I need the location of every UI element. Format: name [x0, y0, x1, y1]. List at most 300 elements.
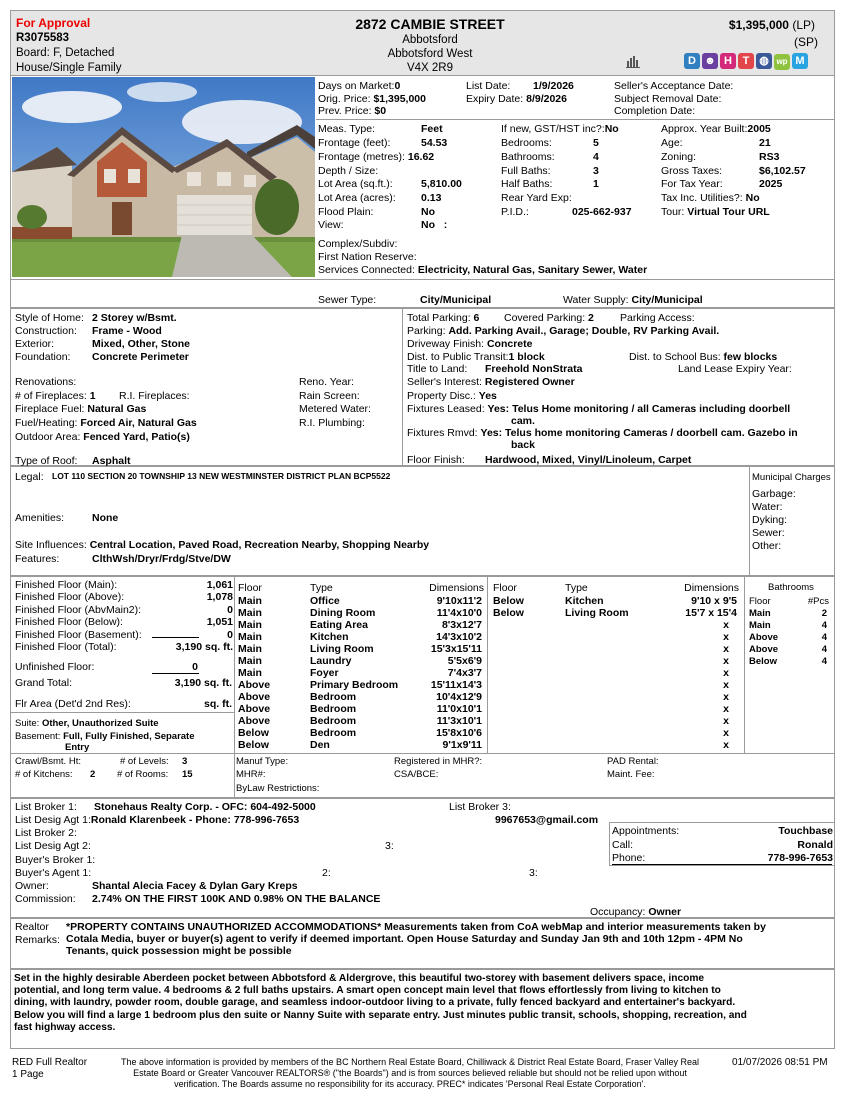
fixtures-removed: Fixtures Rmvd: Yes: Telus home monitoring Cameras / doorbell cam. Gazebo in [407, 427, 798, 439]
room-type: Eating Area [310, 619, 368, 631]
room-dimensions: 11'3x10'1 [436, 715, 482, 727]
bylaw-restrictions: ByLaw Restrictions: [236, 783, 320, 794]
room-dimensions: 7'4x3'7 [447, 667, 482, 679]
finished-floor-row [15, 579, 233, 591]
bathrooms: Bathrooms: 4 [501, 151, 599, 163]
room-floor: Main [238, 667, 262, 679]
room-type [565, 667, 675, 679]
room-row [238, 691, 484, 703]
fireplace-fuel: Fireplace Fuel: Natural Gas [15, 403, 147, 415]
bath-floor: Main [749, 608, 771, 619]
gst-included: If new, GST/HST inc?:No [501, 123, 619, 135]
room-floor [493, 727, 565, 739]
room-type [565, 643, 675, 655]
sold-price-label: (SP) [794, 35, 818, 49]
title-to-land: Title to Land: Freehold NonStrata [407, 363, 583, 375]
t-icon[interactable]: T [738, 53, 754, 69]
disclaimer-line-2: Estate Board or Greater Vancouver REALTORS® ("the Boards") and is from sources believed reliable but should not be relied upon without [133, 1068, 687, 1078]
renovations: Renovations: [15, 376, 77, 388]
property-disclosure: Property Disc.: Yes [407, 390, 497, 402]
room-row [238, 679, 484, 691]
room-type: Den [310, 739, 330, 751]
floor-finish: Floor Finish: Hardwood, Mixed, Vinyl/Linoleum, Carpet [407, 454, 692, 466]
room-type [565, 703, 675, 715]
room-type [565, 715, 675, 727]
divider [234, 753, 235, 798]
room-dimensions: 9'10x11'2 [436, 595, 482, 607]
agent-email[interactable]: 9967653@gmail.com [495, 814, 599, 826]
room-dimensions: 11'4x10'0 [436, 607, 482, 619]
room-row [238, 727, 484, 739]
area-name: Abbotsford West [387, 48, 473, 60]
depth-size: Depth / Size: [318, 165, 379, 177]
globe-icon[interactable]: ◍ [756, 53, 772, 69]
room-row [493, 703, 739, 715]
room-type: Office [310, 595, 340, 607]
csa-bce: CSA/BCE: [394, 769, 439, 780]
public-remarks-line: fast highway access. [14, 1021, 116, 1033]
divider [749, 466, 750, 576]
seller-acceptance-date: Seller's Acceptance Date: [614, 80, 734, 92]
postal-code: V4X 2R9 [406, 62, 454, 74]
room-row [493, 655, 739, 667]
first-nation-reserve: First Nation Reserve: [318, 251, 417, 263]
call-value: Ronald [797, 839, 833, 851]
room-row [493, 679, 739, 691]
print-datetime: 01/07/2026 08:51 PM [732, 1057, 828, 1068]
bath-floor: Above [749, 632, 779, 643]
room-type [565, 655, 675, 667]
bedrooms: Bedrooms: 5 [501, 137, 599, 149]
land-lease-expiry: Land Lease Expiry Year: [678, 363, 792, 375]
divider [10, 753, 835, 754]
room-dimensions: 5'5x6'9 [447, 655, 482, 667]
divider [316, 119, 835, 120]
room-floor: Main [238, 631, 262, 643]
divider [402, 308, 403, 466]
room-row [238, 595, 484, 607]
room-row [238, 739, 484, 751]
address: 2872 CAMBIE STREET [355, 16, 505, 32]
room-type: Primary Bedroom [310, 679, 399, 691]
municipal-charge-item: Other: [752, 540, 782, 552]
finished-floor-value: 0 [227, 603, 233, 616]
finished-floor-value: 1,078 [206, 591, 233, 604]
bathroom-row [749, 620, 829, 632]
finished-floor-row [15, 641, 233, 653]
services-connected: Services Connected: Electricity, Natural Gas, Sanitary Sewer, Water [318, 264, 648, 276]
fireplaces: # of Fireplaces: 1 [15, 390, 96, 402]
bath-pcs: 4 [821, 632, 827, 643]
room-type [565, 679, 675, 691]
bathroom-row [749, 656, 829, 668]
bathrooms-header [749, 596, 829, 608]
list-desig-agent-1: List Desig Agt 1:Ronald Klarenbeek - Phone: 778-996-7653 [15, 814, 300, 826]
finished-floor-label: Finished Floor (Basement): [15, 628, 142, 641]
fixtures-leased-cont: cam. [511, 415, 535, 427]
municipal-charges-title: Municipal Charges [752, 472, 831, 483]
room-floor: Below [238, 727, 269, 739]
room-row [238, 607, 484, 619]
frontage-feet: Frontage (feet): 54.53 [318, 137, 448, 149]
list-broker-1: List Broker 1: Stonehaus Realty Corp. - OFC: 604-492-5000 [15, 801, 316, 813]
room-type: Kitchen [310, 631, 349, 643]
unfinished-floor: Unfinished Floor: [15, 661, 95, 673]
features-list: Features: ClthWsh/Dryr/Frdg/Stve/DW [15, 553, 231, 565]
half-baths: Half Baths: 1 [501, 178, 599, 190]
complex-subdiv: Complex/Subdiv: [318, 238, 398, 250]
reno-year: Reno. Year: [299, 376, 354, 388]
finished-floor-row [15, 591, 233, 603]
finished-floor-label: Finished Floor (AbvMain2): [15, 603, 142, 616]
frontage-metres: Frontage (metres): 16.62 [318, 151, 435, 163]
mhr-number: MHR#: [236, 769, 266, 780]
room-row [493, 691, 739, 703]
meas-type: Meas. Type: Feet [318, 123, 443, 135]
room-floor [493, 667, 565, 679]
media-icon-bar [684, 53, 810, 70]
room-row [493, 607, 739, 619]
finished-floor-value: 1,051 [206, 616, 233, 629]
finished-floor-label: Finished Floor (Above): [15, 591, 125, 604]
room-floor: Main [238, 619, 262, 631]
room-floor: Above [238, 691, 271, 703]
outdoor-area: Outdoor Area: Fenced Yard, Patio(s) [15, 431, 190, 443]
ri-plumbing: R.I. Plumbing: [299, 417, 365, 429]
realtor-remarks-line-3: Tenants, quick possession might be possible [66, 945, 292, 957]
public-remarks-line: potential, and long term value. 4 bedrooms & 2 full baths upstairs. A smart open concept main level that flows effortlessly from living to kitchen to [14, 985, 721, 997]
room-floor: Above [238, 715, 271, 727]
metered-water: Metered Water: [299, 403, 371, 415]
room-dimensions: 9'1x9'11 [442, 739, 482, 751]
room-dimensions: 15'11x14'3 [430, 679, 482, 691]
room-dimensions: 14'3x10'2 [436, 631, 482, 643]
room-row [493, 727, 739, 739]
room-floor [493, 643, 565, 655]
disclaimer-line-3: verification. The Boards assume no responsibility for its accuracy. PREC* indicates 'Personal Real Estate Corporation'. [174, 1079, 646, 1089]
list-broker-2: List Broker 2: [15, 827, 77, 839]
manuf-type: Manuf Type: [236, 756, 289, 767]
public-remarks-line: Below you will find a large 1 bedroom plus den suite or Nanny Suite with separate entry. Just minutes public transit, schools, shopping, recreation, and [14, 1009, 747, 1021]
room-dimensions: x [723, 715, 729, 727]
wp-icon[interactable]: wp [774, 54, 790, 70]
pid: P.I.D.: 025-662-937 [501, 206, 632, 218]
municipal-charge-item: Garbage: [752, 488, 796, 500]
list-date: List Date: 1/9/2026 [466, 80, 574, 92]
divider [10, 279, 835, 280]
registered-in-mhr: Registered in MHR?: [394, 756, 483, 767]
room-floor: Main [238, 655, 262, 667]
list-broker-3: List Broker 3: [449, 801, 511, 813]
room-type [565, 727, 675, 739]
divider [10, 712, 234, 713]
bath-floor: Above [749, 644, 779, 655]
maint-fee: Maint. Fee: [607, 769, 655, 780]
finished-floor-value: 3,190 sq. ft. [175, 640, 233, 653]
total-parking: Total Parking: 6 [407, 312, 480, 324]
driveway-finish: Driveway Finish: Concrete [407, 338, 533, 350]
mls-number: R3075583 [16, 32, 70, 44]
suite: Suite: Other, Unauthorized Suite [15, 718, 159, 729]
buyers-agent-1: Buyer's Agent 1: [15, 867, 92, 879]
room-floor [493, 691, 565, 703]
bath-floor-header: Floor [749, 596, 771, 607]
occupancy: Occupancy: Owner [590, 906, 682, 918]
room-row [238, 643, 484, 655]
rooms-header: Dimensions [684, 582, 739, 594]
realtor-remarks-line-1: *PROPERTY CONTAINS UNAUTHORIZED ACCOMMODATIONS* Measurements taken from CoA webMap and interior measurements taken by [66, 921, 766, 933]
room-row [493, 739, 739, 751]
room-dimensions: x [723, 655, 729, 667]
appointments-label: Appointments: [612, 825, 680, 837]
municipal-charge-item: Sewer: [752, 527, 785, 539]
lot-area-acres: Lot Area (acres): 0.13 [318, 192, 442, 204]
room-dimensions: x [723, 631, 729, 643]
room-type: Living Room [565, 607, 629, 619]
field-2: 2: [322, 867, 331, 879]
municipal-charges [752, 488, 796, 553]
room-type: Living Room [310, 643, 374, 655]
room-floor: Above [238, 703, 271, 715]
room-type: Laundry [310, 655, 352, 667]
house-photo[interactable] [12, 77, 315, 277]
d-icon[interactable]: D [684, 53, 700, 69]
divider [234, 576, 235, 753]
foundation: Foundation: Concrete Perimeter [15, 351, 189, 363]
number-of-kitchens: # of Kitchens: 2 [15, 769, 96, 780]
status-label: For Approval [16, 16, 91, 30]
room-row [238, 703, 484, 715]
bathroom-row [749, 608, 829, 620]
bathrooms-title: Bathrooms [768, 582, 814, 593]
disclaimer-line-1: The above information is provided by members of the BC Northern Real Estate Board, Chilliwack & District Real Estate Board, Fraser Valley Real [120, 1057, 700, 1067]
finished-floor-value: 0 [227, 628, 233, 641]
grand-total-label: Grand Total: [15, 677, 73, 689]
finished-floor-areas [15, 579, 233, 653]
bath-pcs: 4 [821, 656, 827, 667]
room-floor [493, 619, 565, 631]
total-underline [152, 637, 199, 638]
people-icon[interactable]: ☻ [702, 53, 718, 69]
exterior: Exterior: Mixed, Other, Stone [15, 338, 191, 350]
h-icon[interactable]: H [720, 53, 736, 69]
rear-yard-exposure: Rear Yard Exp: [501, 192, 572, 204]
room-dimensions: x [723, 727, 729, 739]
construction: Construction: Frame - Wood [15, 325, 162, 337]
divider [487, 576, 488, 753]
sellers-interest: Seller's Interest: Registered Owner [407, 376, 575, 388]
room-row [238, 619, 484, 631]
unfinished-underline [152, 673, 199, 674]
room-type: Kitchen [565, 595, 604, 607]
property-type: House/Single Family [16, 62, 122, 74]
bath-floor: Main [749, 620, 771, 631]
legal-description: LOT 110 SECTION 20 TOWNSHIP 13 NEW WESTMINSTER DISTRICT PLAN BCP5522 [52, 471, 391, 481]
legal-label: Legal: [15, 471, 44, 483]
list-desig-agent-2: List Desig Agt 2: [15, 840, 91, 852]
bathroom-row [749, 644, 829, 656]
orig-price: Orig. Price: $1,395,000 [318, 93, 426, 105]
phone-value[interactable]: 778-996-7653 [767, 852, 833, 864]
parking: Parking: Add. Parking Avail., Garage; Double, RV Parking Avail. [407, 325, 720, 337]
age: Age: 21 [661, 137, 771, 149]
bath-pcs: 4 [821, 644, 827, 655]
type-of-roof: Type of Roof: Asphalt [15, 455, 131, 467]
flr-area-2nd-res-value: sq. ft. [204, 698, 232, 710]
rain-screen: Rain Screen: [299, 390, 360, 402]
room-floor [493, 739, 565, 751]
rooms-header: Type [565, 582, 588, 594]
room-row [493, 595, 739, 607]
room-dimensions: x [723, 619, 729, 631]
room-row [493, 667, 739, 679]
finished-floor-row [15, 616, 233, 628]
days-on-market: Days on Market:0 [318, 80, 401, 92]
finished-floor-label: Finished Floor (Main): [15, 579, 118, 591]
room-type: Bedroom [310, 703, 357, 715]
unfinished-floor-value: 0 [192, 661, 198, 673]
municipal-charge-item: Dyking: [752, 514, 788, 526]
finished-floor-value: 1,061 [206, 579, 233, 591]
owner: Owner: Shantal Alecia Facey & Dylan Gary Kreps [15, 880, 298, 892]
tax-inc-utilities: Tax Inc. Utilities?: No [661, 192, 760, 204]
room-type: Bedroom [310, 691, 357, 703]
full-baths: Full Baths: 3 [501, 165, 599, 177]
report-name: RED Full Realtor [12, 1057, 88, 1068]
bath-floor: Below [749, 656, 777, 667]
field-3a: 3: [385, 840, 394, 852]
finished-floor-label: Finished Floor (Below): [15, 616, 123, 629]
finished-floor-row [15, 604, 233, 616]
room-type [565, 691, 675, 703]
room-floor: Below [238, 739, 269, 751]
water-supply: Water Supply: City/Municipal [563, 294, 703, 306]
site-influences: Site Influences: Central Location, Paved Road, Recreation Nearby, Shopping Nearby [15, 539, 430, 551]
room-type [565, 631, 675, 643]
room-floor: Above [238, 679, 271, 691]
room-floor [493, 631, 565, 643]
m-icon[interactable]: M [792, 53, 808, 69]
bath-pcs: 2 [821, 608, 827, 619]
rooms-header: Type [310, 582, 333, 594]
room-type [565, 619, 675, 631]
tax-year: For Tax Year: 2025 [661, 178, 783, 190]
dist-public-transit: Dist. to Public Transit:1 block [407, 351, 545, 363]
style-of-home: Style of Home: 2 Storey w/Bsmt. [15, 312, 177, 324]
rooms-header: Floor [238, 582, 262, 594]
public-remarks-line: Set in the highly desirable Aberdeen pocket between Abbotsford & Aldergrove, this beautiful two-storey with basement delivers space, income [14, 973, 705, 984]
room-type: Bedroom [310, 727, 357, 739]
ri-fireplaces: R.I. Fireplaces: [119, 390, 190, 402]
realtor-remarks-label-2: Remarks: [15, 934, 60, 946]
grand-total-value: 3,190 sq. ft. [174, 677, 232, 689]
zoning: Zoning: RS3 [661, 151, 780, 163]
room-floor: Main [238, 595, 262, 607]
room-row [238, 655, 484, 667]
pad-rental: PAD Rental: [607, 756, 659, 767]
rooms-header: Dimensions [429, 582, 484, 594]
flr-area-2nd-res: Flr Area (Det'd 2nd Res): [15, 698, 131, 710]
room-floor [493, 703, 565, 715]
room-dimensions: 10'4x12'9 [436, 691, 482, 703]
crawl-bsmt-height: Crawl/Bsmt. Ht: [15, 756, 81, 767]
room-row [493, 643, 739, 655]
room-type: Foyer [310, 667, 339, 679]
bath-pcs-header: #Pcs [807, 596, 829, 607]
rooms-table [493, 582, 739, 751]
bathroom-row [749, 632, 829, 644]
realtor-remarks-label: Realtor [15, 921, 49, 933]
call-label: Call: [612, 839, 634, 851]
year-built: Approx. Year Built:2005 [661, 123, 771, 135]
room-dimensions: 8'3x12'7 [441, 619, 482, 631]
buyers-broker-1: Buyer's Broker 1: [15, 854, 96, 866]
board-type: Board: F, Detached [16, 47, 115, 59]
finished-floor-label: Finished Floor (Total): [15, 640, 117, 653]
rooms-table [238, 582, 484, 751]
lot-area-sqft: Lot Area (sq.ft.): 5,810.00 [318, 178, 462, 190]
room-row [493, 619, 739, 631]
dist-school-bus: Dist. to School Bus: few blocks [629, 351, 778, 363]
room-dimensions: x [723, 643, 729, 655]
room-dimensions: 15'7 x 15'4 [685, 607, 737, 619]
room-floor: Main [238, 643, 262, 655]
number-of-rooms: # of Rooms: 15 [117, 769, 193, 780]
fuel-heating: Fuel/Heating: Forced Air, Natural Gas [15, 417, 197, 429]
room-floor: Below [493, 607, 524, 619]
flood-plain: Flood Plain: No [318, 206, 435, 218]
room-floor: Below [493, 595, 524, 607]
covered-parking: Covered Parking: 2 [504, 312, 594, 324]
city: Abbotsford [402, 34, 458, 46]
rooms-table-left [238, 582, 484, 751]
bar-chart-icon[interactable] [626, 54, 640, 68]
view: View: No : [318, 219, 448, 231]
phone-underline [612, 864, 832, 865]
rooms-header: Floor [493, 582, 517, 594]
amenities: Amenities: None [15, 512, 119, 524]
expiry-date: Expiry Date: 8/9/2026 [466, 93, 567, 105]
subject-removal-date: Subject Removal Date: [614, 93, 722, 105]
room-row [238, 631, 484, 643]
public-remarks-line: dining, with laundry, powder room, double garage, and seamless indoor-outdoor living to a private, fully fenced backyard and entertainer's backyard. [14, 997, 736, 1009]
gross-taxes: Gross Taxes: $6,102.57 [661, 165, 806, 177]
room-dimensions: x [723, 691, 729, 703]
room-row [238, 667, 484, 679]
room-dimensions: x [723, 703, 729, 715]
room-dimensions: 9'10 x 9'5 [691, 595, 737, 607]
field-3b: 3: [529, 867, 538, 879]
prev-price: Prev. Price: $0 [318, 105, 387, 117]
realtor-remarks-line-2: Cotala Media, buyer or buyer(s) agent to verify if deemed important. Open House Saturday and Sunday Jan 9th and 10th 12pm - 4PM No [66, 933, 743, 945]
room-dimensions: x [723, 667, 729, 679]
room-dimensions: 15'3x15'11 [430, 643, 482, 655]
room-floor [493, 715, 565, 727]
fixtures-removed-cont: back [511, 439, 535, 451]
virtual-tour[interactable]: Tour: Virtual Tour URL [661, 206, 770, 218]
fixtures-leased: Fixtures Leased: Yes: Telus Home monitoring / all Cameras including doorbell [407, 403, 791, 415]
list-price: $1,395,000 (LP) [728, 18, 815, 32]
bath-pcs: 4 [821, 620, 827, 631]
divider [744, 576, 745, 753]
sewer-type: Sewer Type: City/Municipal [318, 294, 492, 306]
phone-label: Phone: [612, 852, 646, 864]
commission: Commission: 2.74% ON THE FIRST 100K AND 0.98% ON THE BALANCE [15, 893, 381, 905]
room-floor: Main [238, 607, 262, 619]
rooms-table-right [493, 582, 741, 751]
room-row [493, 715, 739, 727]
room-type: Bedroom [310, 715, 357, 727]
